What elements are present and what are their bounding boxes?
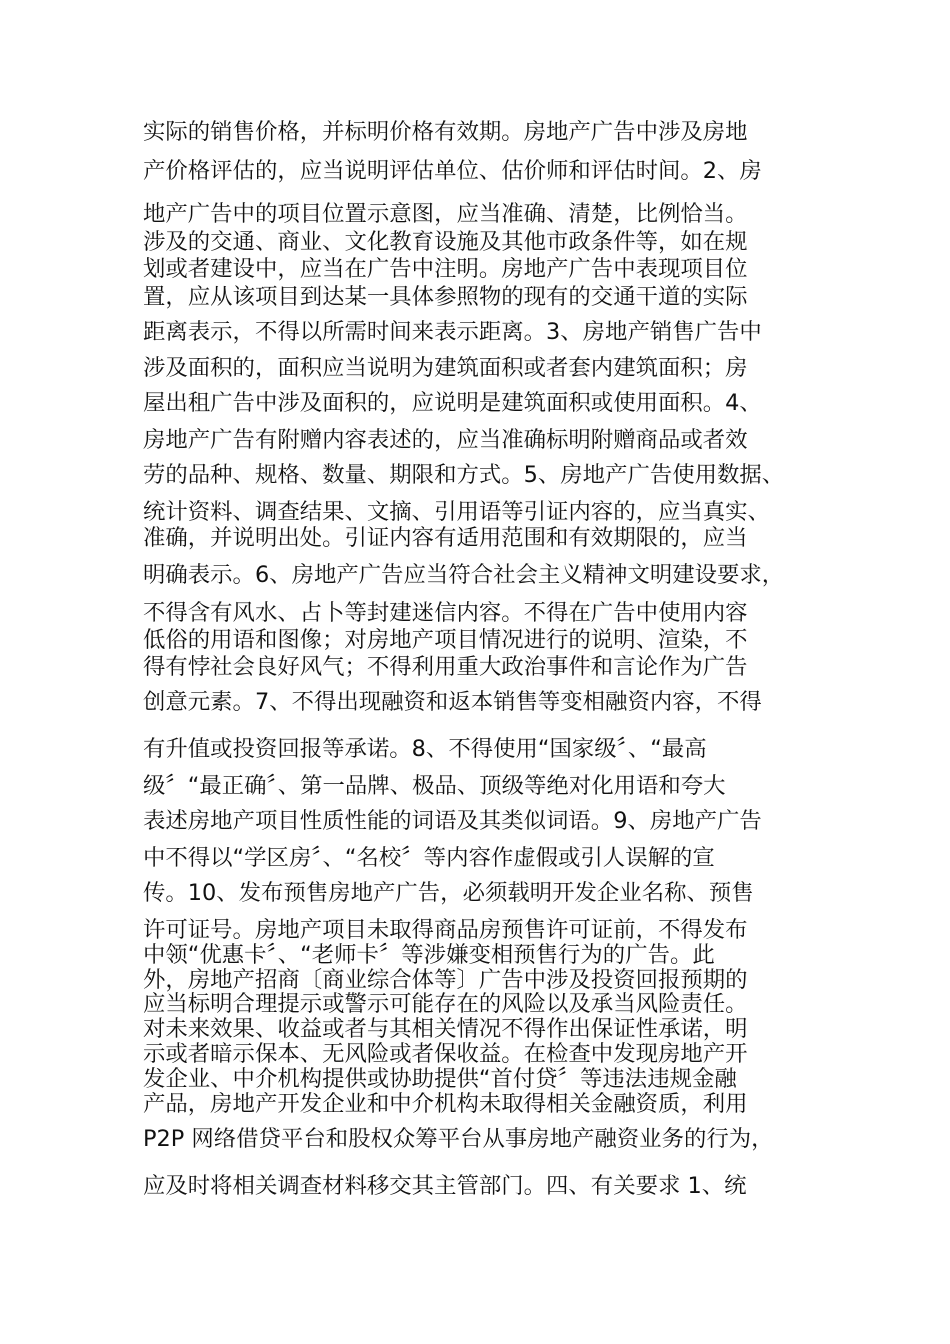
- text-line: 统计资料、调查结果、文摘、引用语等引证内容的，应当真实、: [143, 499, 770, 525]
- text-line: 中不得以“学区房〞、“名校〞等内容作虚假或引人误解的宣: [143, 845, 715, 871]
- text-line: 明确表示。6、房地产广告应当符合社会主义精神文明建设要求，: [143, 562, 785, 588]
- text-line: 实际的销售价格，并标明价格有效期。房地产广告中涉及房地: [143, 119, 748, 145]
- text-line: 划或者建设中，应当在广告中注明。房地产广告中表现项目位: [143, 256, 748, 282]
- text-line: 示或者暗示保本、无风险或者保收益。在检查中发现房地产开: [143, 1041, 748, 1067]
- text-line: 许可证号。房地产项目未取得商品房预售许可证前，不得发布: [143, 917, 748, 943]
- text-line: 屋出租广告中涉及面积的，应说明是建筑面积或使用面积。4、: [143, 390, 762, 416]
- text-line: 对未来效果、收益或者与其相关情况不得作出保证性承诺，明: [143, 1016, 748, 1042]
- text-line: 劳的品种、规格、数量、期限和方式。5、房地产广告使用数据、: [143, 462, 785, 488]
- text-line: P2P 网络借贷平台和股权众筹平台从事房地产融资业务的行为，: [143, 1126, 774, 1152]
- text-line: 产品，房地产开发企业和中介机构未取得相关金融资质，利用: [143, 1091, 748, 1117]
- text-line: 低俗的用语和图像；对房地产项目情况进行的说明、渲染，不: [143, 627, 748, 653]
- text-line: 涉及的交通、商业、文化教育设施及其他市政条件等，如在规: [143, 229, 748, 255]
- text-line: 应当标明合理提示或警示可能存在的风险以及承当风险责任。: [143, 991, 748, 1017]
- text-line: 外，房地产招商〔商业综合体等〕广告中涉及投资回报预期的: [143, 967, 748, 993]
- text-line: 有升值或投资回报等承诺。8、不得使用“国家级〞、“最高: [143, 736, 707, 762]
- text-line: 距离表示，不得以所需时间来表示距离。3、房地产销售广告中: [143, 319, 762, 345]
- text-line: 涉及面积的，面积应当说明为建筑面积或者套内建筑面积；房: [143, 355, 748, 381]
- text-line: 不得含有风水、占卜等封建迷信内容。不得在广告中使用内容: [143, 600, 748, 626]
- text-line: 表述房地产项目性质性能的词语及其类似词语。9、房地产广告: [143, 808, 762, 834]
- text-line: 应及时将相关调查材料移交其主管部门。四、有关要求 1、统: [143, 1173, 747, 1199]
- text-line: 发企业、中介机构提供或协助提供“首付贷〞等违法违规金融: [143, 1066, 737, 1092]
- text-line: 地产广告中的项目位置示意图，应当准确、清楚，比例恰当。: [143, 201, 748, 227]
- text-line: 房地产广告有附赠内容表述的，应当准确标明附赠商品或者效: [143, 427, 748, 453]
- text-line: 得有悖社会良好风气；不得利用重大政治事件和言论作为广告: [143, 654, 748, 680]
- text-line: 准确，并说明出处。引证内容有适用范围和有效期限的，应当: [143, 525, 748, 551]
- text-line: 置，应从该项目到达某一具体参照物的现有的交通干道的实际: [143, 284, 748, 310]
- text-line: 传。10、发布预售房地产广告，必须载明开发企业名称、预售: [143, 880, 754, 906]
- text-line: 级〞“最正确〞、第一品牌、极品、顶级等绝对化用语和夸大: [143, 773, 726, 799]
- text-line: 创意元素。7、不得出现融资和返本销售等变相融资内容，不得: [143, 689, 762, 715]
- text-line: 中领“优惠卡〞、“老师卡〞等涉嫌变相预售行为的广告。此: [143, 942, 715, 968]
- text-line: 产价格评估的，应当说明评估单位、估价师和评估时间。2、房: [143, 158, 762, 184]
